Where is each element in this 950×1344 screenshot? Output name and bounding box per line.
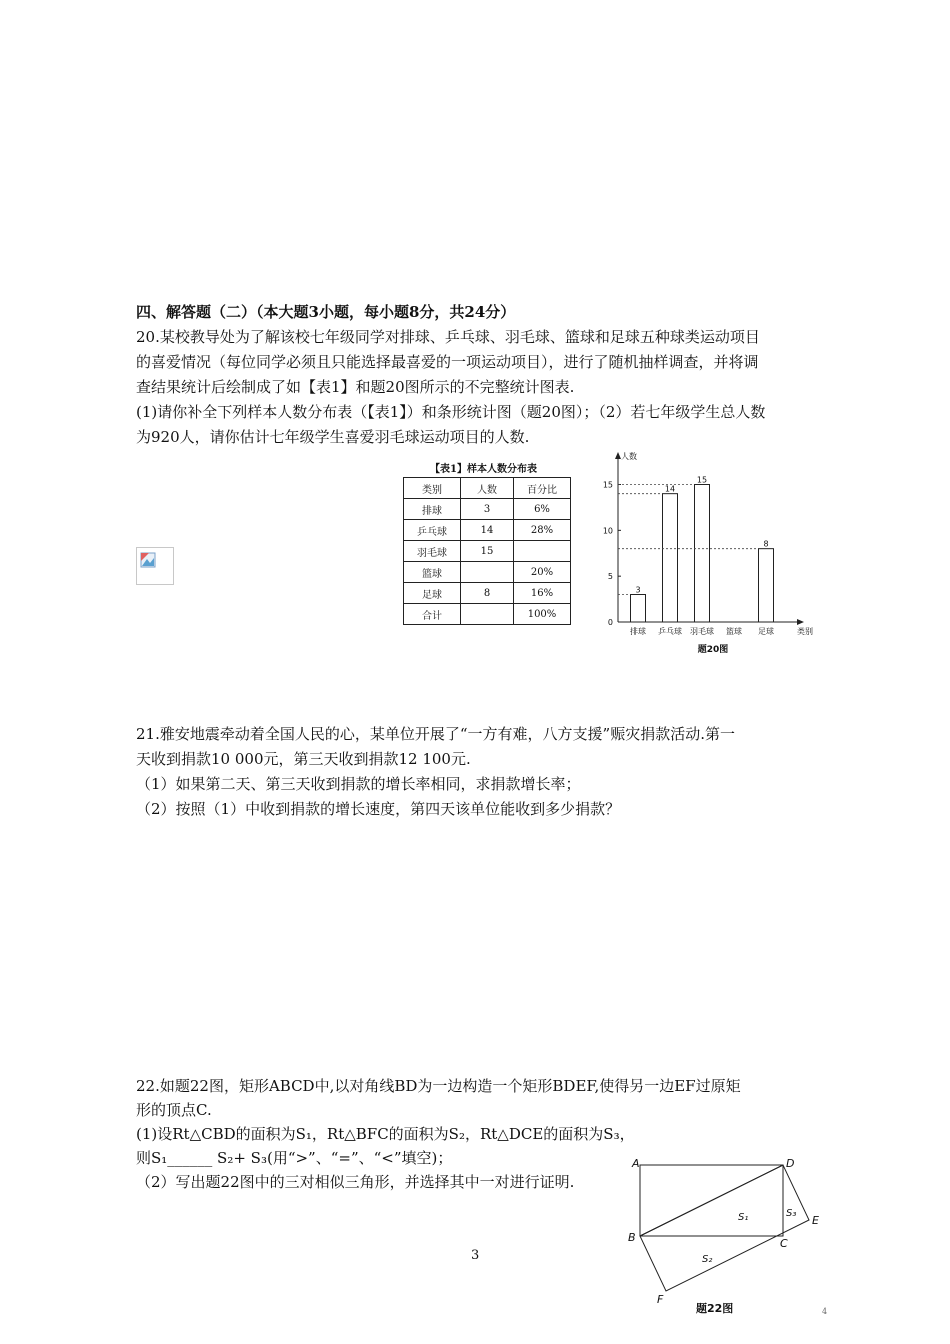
- geometry-figure: [620, 1150, 835, 1320]
- table-cell: 6%: [514, 499, 571, 520]
- table-cell: 16%: [514, 583, 571, 604]
- q21-line-2: 天收到捐款10 000元，第三天收到捐款12 100元.: [136, 750, 471, 768]
- bar: [759, 549, 774, 622]
- table-row: [404, 499, 571, 520]
- rectangle-bdef: [640, 1165, 809, 1291]
- x-tick-label: 足球: [758, 627, 774, 636]
- point-f-label: F: [657, 1293, 664, 1306]
- table-row: [404, 541, 571, 562]
- bar: [631, 595, 646, 623]
- point-b-label: B: [628, 1231, 636, 1244]
- bar-chart: [596, 448, 816, 656]
- x-tick-label: 排球: [630, 627, 646, 636]
- q22-line-4: 则S₁______ S₂+ S₃(用“>”、“=”、“<”填空)；: [136, 1149, 453, 1167]
- table-cell: [514, 541, 571, 562]
- q22-line-1: 22.如题22图，矩形ABCD中,以对角线BD为一边构造一个矩形BDEF,使得另一边EF过原矩: [136, 1077, 741, 1095]
- table-header-cell: 类别: [404, 478, 461, 499]
- bar: [695, 485, 710, 623]
- point-a-label: A: [632, 1157, 640, 1170]
- table-cell: 28%: [514, 520, 571, 541]
- broken-image-icon: [136, 547, 174, 585]
- y-tick-label: 15: [602, 480, 613, 490]
- q22-line-3: (1)设Rt△CBD的面积为S₁，Rt△BFC的面积为S₂，Rt△DCE的面积为S₃，: [136, 1125, 635, 1143]
- table-cell: 排球: [404, 499, 461, 520]
- x-tick-label: 篮球: [726, 627, 742, 636]
- q21-line-1: 21.雅安地震牵动着全国人民的心，某单位开展了“一方有难，八方支援”赈灾捐款活动.第一: [136, 725, 735, 743]
- bar-data-label: 3: [635, 585, 641, 595]
- q20-line-4: (1)请你补全下列样本人数分布表（【表1】）和条形统计图（题20图）；（2）若七年级学生总人数: [136, 403, 766, 421]
- table-header-cell: 百分比: [514, 478, 571, 499]
- chart-title: 题20图: [697, 645, 729, 655]
- bar: [663, 494, 678, 622]
- q21-line-3: （1）如果第二天、第三天收到捐款的增长率相同，求捐款增长率；: [136, 775, 581, 793]
- table-cell: 合计: [404, 604, 461, 625]
- bar-data-label: 14: [664, 484, 676, 494]
- section-title: 四、解答题（二）（本大题3小题，每小题8分，共24分）: [136, 303, 516, 321]
- table-cell: 100%: [514, 604, 571, 625]
- table-cell: 15: [461, 541, 514, 562]
- area-s3-label: S₃: [786, 1208, 797, 1219]
- q20-line-2: 的喜爱情况（每位同学必须且只能选择最喜爱的一项运动项目），进行了随机抽样调查，并将调: [136, 353, 759, 371]
- x-axis-arrow: [797, 619, 804, 625]
- table-cell: 3: [461, 499, 514, 520]
- table-cell: 羽毛球: [404, 541, 461, 562]
- table-cell: 8: [461, 583, 514, 604]
- area-s2-label: S₂: [702, 1254, 713, 1265]
- table-cell: [461, 604, 514, 625]
- corner-mark: 4: [822, 1307, 828, 1316]
- table-title: 【表1】样本人数分布表: [430, 464, 537, 475]
- frequency-table: [403, 477, 571, 625]
- area-s1-label: S₁: [738, 1212, 749, 1223]
- table-cell: 14: [461, 520, 514, 541]
- table-row: [404, 520, 571, 541]
- q22-line-2: 形的顶点C.: [136, 1101, 212, 1119]
- table-cell: 足球: [404, 583, 461, 604]
- table-cell: 篮球: [404, 562, 461, 583]
- table-cell: [461, 562, 514, 583]
- table-row: [404, 583, 571, 604]
- y-tick-label: 5: [607, 572, 613, 582]
- x-axis-label: 类别: [797, 627, 813, 636]
- point-c-label: C: [780, 1237, 788, 1250]
- q20-line-1: 20.某校教导处为了解该校七年级同学对排球、乒乓球、羽毛球、篮球和足球五种球类运动项目: [136, 328, 760, 346]
- bar-data-label: 15: [696, 475, 708, 485]
- table-row: [404, 562, 571, 583]
- y-axis-label: 人数: [621, 452, 637, 461]
- bar-data-label: 8: [763, 539, 769, 549]
- q21-line-4: （2）按照（1）中收到捐款的增长速度，第四天该单位能收到多少捐款？: [136, 800, 621, 818]
- point-e-label: E: [812, 1214, 819, 1227]
- y-tick-label: 0: [607, 618, 613, 627]
- q20-line-5: 为920人，请你估计七年级学生喜爱羽毛球运动项目的人数.: [136, 428, 530, 446]
- q22-line-5: （2）写出题22图中的三对相似三角形，并选择其中一对进行证明.: [136, 1173, 575, 1191]
- x-tick-label: 羽毛球: [690, 627, 714, 636]
- page-number: 3: [471, 1248, 480, 1263]
- q20-line-3: 查结果统计后绘制成了如【表1】和题20图所示的不完整统计图表.: [136, 378, 575, 396]
- figure-caption: 题22图: [696, 1302, 734, 1315]
- table-cell: 乒乓球: [404, 520, 461, 541]
- y-tick-label: 10: [602, 526, 613, 536]
- table-cell: 20%: [514, 562, 571, 583]
- table-header-cell: 人数: [461, 478, 514, 499]
- point-d-label: D: [786, 1157, 795, 1170]
- table-header-row: [404, 478, 571, 499]
- x-tick-label: 乒乓球: [658, 627, 682, 636]
- table-row: [404, 604, 571, 625]
